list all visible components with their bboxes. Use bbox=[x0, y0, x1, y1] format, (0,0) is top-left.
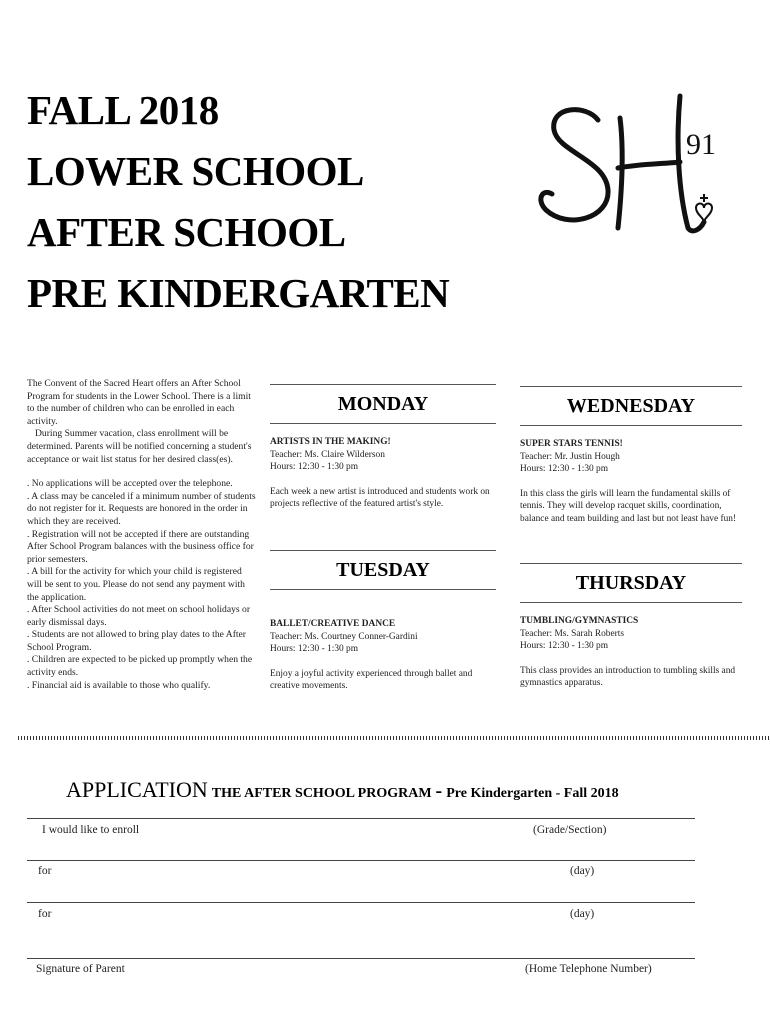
intro-text bbox=[27, 378, 259, 692]
title-line: FALL 2018 bbox=[27, 87, 219, 133]
enroll-label: I would like to enroll bbox=[42, 824, 140, 836]
class-teacher: Teacher: Mr. Justin Hough bbox=[520, 451, 620, 462]
divider bbox=[520, 563, 742, 564]
intro-bullet: . A class may be canceled if a minimum number of students do not register for it. Requests are honored in the order in which they are received. bbox=[27, 490, 256, 527]
divider bbox=[270, 589, 496, 590]
day-heading: THURSDAY bbox=[575, 572, 687, 594]
class-hours: Hours: 12:30 - 1:30 pm bbox=[270, 644, 359, 655]
sacred-heart-logo bbox=[528, 90, 728, 240]
day-wednesday bbox=[520, 386, 742, 526]
divider bbox=[520, 386, 742, 387]
class-name: TUMBLING/GYMNASTICS bbox=[520, 616, 639, 626]
intro-bullet: . Students are not allowed to bring play dates to the After School Program. bbox=[27, 629, 247, 653]
heart-icon bbox=[696, 204, 712, 223]
day-line[interactable] bbox=[27, 860, 695, 861]
day-heading: TUESDAY bbox=[336, 559, 430, 581]
divider bbox=[520, 602, 742, 603]
class-name: SUPER STARS TENNIS! bbox=[520, 439, 623, 449]
intro-paragraph: During Summer vacation, class enrollment will be determined. Parents will be notified concerning a student's acceptance or wait list status for her desired class(es). bbox=[27, 428, 252, 465]
class-description: Enjoy a joyful activity experienced through ballet and creative movements. bbox=[270, 668, 473, 692]
application-heading bbox=[66, 777, 619, 803]
day-label: (day) bbox=[570, 908, 595, 920]
intro-bullet: . A bill for the activity for which your child is registered will be sent to you. Please do not send any payment with the application. bbox=[27, 566, 245, 603]
intro-bullet: . After School activities do not meet on school holidays or early dismissal days. bbox=[27, 604, 251, 628]
class-teacher: Teacher: Ms. Sarah Roberts bbox=[520, 628, 624, 639]
class-description: Each week a new artist is introduced and students work on projects reflective of the featured artist's style. bbox=[270, 486, 490, 510]
grade-label: (Grade/Section) bbox=[533, 824, 607, 836]
class-hours: Hours: 12:30 - 1:30 pm bbox=[520, 641, 609, 652]
class-description: In this class the girls will learn the fundamental skills of tennis. They will develop racquet skills, coordination, balance and team building and last but not least have fun! bbox=[520, 488, 737, 524]
divider bbox=[270, 423, 496, 424]
title-line: PRE KINDERGARTEN bbox=[27, 270, 450, 316]
class-name: BALLET/CREATIVE DANCE bbox=[270, 619, 396, 629]
for-label: for bbox=[38, 865, 52, 877]
class-teacher: Teacher: Ms. Claire Wilderson bbox=[270, 449, 385, 460]
perforation-divider bbox=[18, 736, 770, 740]
class-name: ARTISTS IN THE MAKING! bbox=[270, 437, 391, 447]
class-hours: Hours: 12:30 - 1:30 pm bbox=[520, 464, 609, 475]
title-line: LOWER SCHOOL bbox=[27, 148, 364, 194]
day-heading: MONDAY bbox=[337, 393, 429, 415]
page-title bbox=[27, 80, 547, 324]
divider bbox=[520, 425, 742, 426]
divider bbox=[270, 384, 496, 385]
intro-bullet: . Children are expected to be picked up promptly when the activity ends. bbox=[27, 654, 253, 679]
phone-label: (Home Telephone Number) bbox=[525, 963, 652, 975]
intro-bullet: . Registration will not be accepted if there are outstanding After School Program balances with the business office for prior semesters. bbox=[27, 528, 254, 565]
day-tuesday bbox=[270, 550, 496, 693]
intro-bullet: . No applications will be accepted over the telephone. bbox=[27, 478, 233, 490]
day-heading: WEDNESDAY bbox=[566, 395, 696, 417]
class-description: This class provides an introduction to tumbling skills and gymnastics apparatus. bbox=[520, 665, 736, 689]
divider bbox=[270, 550, 496, 551]
class-hours: Hours: 12:30 - 1:30 pm bbox=[270, 462, 359, 473]
intro-paragraph: The Convent of the Sacred Heart offers an After School Program for students in the Lower School. There is a limit to the number of children who can be enrolled in each activity. bbox=[27, 378, 251, 427]
for-label: for bbox=[38, 908, 52, 920]
intro-bullet: . Financial aid is available to those who qualify. bbox=[27, 679, 211, 691]
cross-icon bbox=[700, 194, 708, 202]
title-line: AFTER SCHOOL bbox=[27, 209, 346, 255]
class-teacher: Teacher: Ms. Courtney Conner-Gardini bbox=[270, 631, 418, 642]
signature-label: Signature of Parent bbox=[36, 963, 125, 975]
day-monday bbox=[270, 384, 496, 511]
signature-line[interactable] bbox=[27, 958, 695, 959]
day-label: (day) bbox=[570, 865, 595, 877]
application-dash: - bbox=[435, 780, 443, 802]
enroll-line[interactable] bbox=[27, 818, 695, 819]
logo-number: 91 bbox=[686, 128, 716, 161]
application-title: APPLICATION bbox=[66, 777, 208, 802]
day-thursday bbox=[520, 563, 742, 690]
application-subtitle: Pre Kindergarten - Fall 2018 bbox=[446, 786, 619, 801]
day-line[interactable] bbox=[27, 902, 695, 903]
application-program: THE AFTER SCHOOL PROGRAM bbox=[211, 786, 432, 801]
